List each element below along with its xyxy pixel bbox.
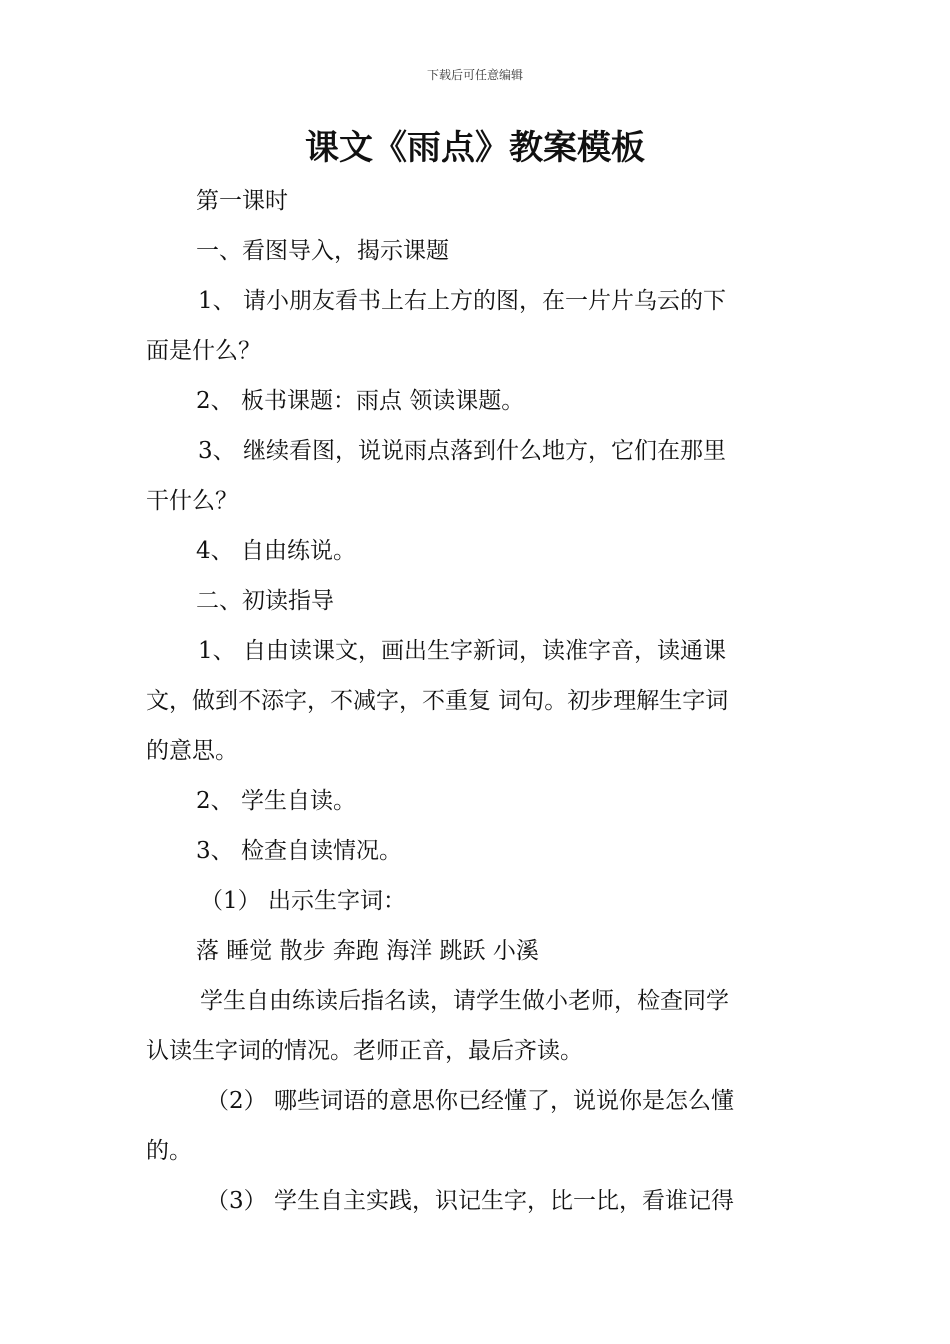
paragraph-line: 干什么？ <box>146 488 238 514</box>
paragraph-line: 文，做到不添字，不减字，不重复 词句。初步理解生字词 <box>146 688 729 714</box>
paragraph-line: 学生自由练读后指名读，请学生做小老师，检查同学 <box>200 988 729 1014</box>
paragraph-line: 3、 检查自读情况。 <box>196 838 402 864</box>
paragraph-line: 3、 继续看图，说说雨点落到什么地方，它们在那里 <box>198 438 726 464</box>
vocabulary-list: 落 睡觉 散步 奔跑 海洋 跳跃 小溪 <box>196 938 539 964</box>
section-heading: 一、看图导入，揭示课题 <box>196 238 449 264</box>
paragraph-line: 的。 <box>146 1138 192 1164</box>
paragraph-line: （3） 学生自主实践，识记生字，比一比，看谁记得 <box>206 1188 734 1214</box>
paragraph-line: 认读生字词的情况。老师正音，最后齐读。 <box>146 1038 583 1064</box>
paragraph-line: 1、 自由读课文，画出生字新词，读准字音，读通课 <box>198 638 726 664</box>
paragraph-line: 1、 请小朋友看书上右上方的图，在一片片乌云的下 <box>198 288 726 314</box>
paragraph-line: （1） 出示生字词： <box>200 888 406 914</box>
paragraph-line: 2、 学生自读。 <box>196 788 356 814</box>
section-label: 第一课时 <box>196 188 288 214</box>
header-note: 下载后可任意编辑 <box>426 68 523 82</box>
paragraph-line: 面是什么？ <box>146 338 261 364</box>
section-heading: 二、初读指导 <box>196 588 334 614</box>
document-title: 课文《雨点》教案模板 <box>305 128 645 168</box>
paragraph-line: 2、 板书课题：雨点 领读课题。 <box>196 388 525 414</box>
paragraph-line: （2） 哪些词语的意思你已经懂了，说说你是怎么懂 <box>206 1088 734 1114</box>
paragraph-line: 的意思。 <box>146 738 238 764</box>
paragraph-line: 4、 自由练说。 <box>196 538 356 564</box>
